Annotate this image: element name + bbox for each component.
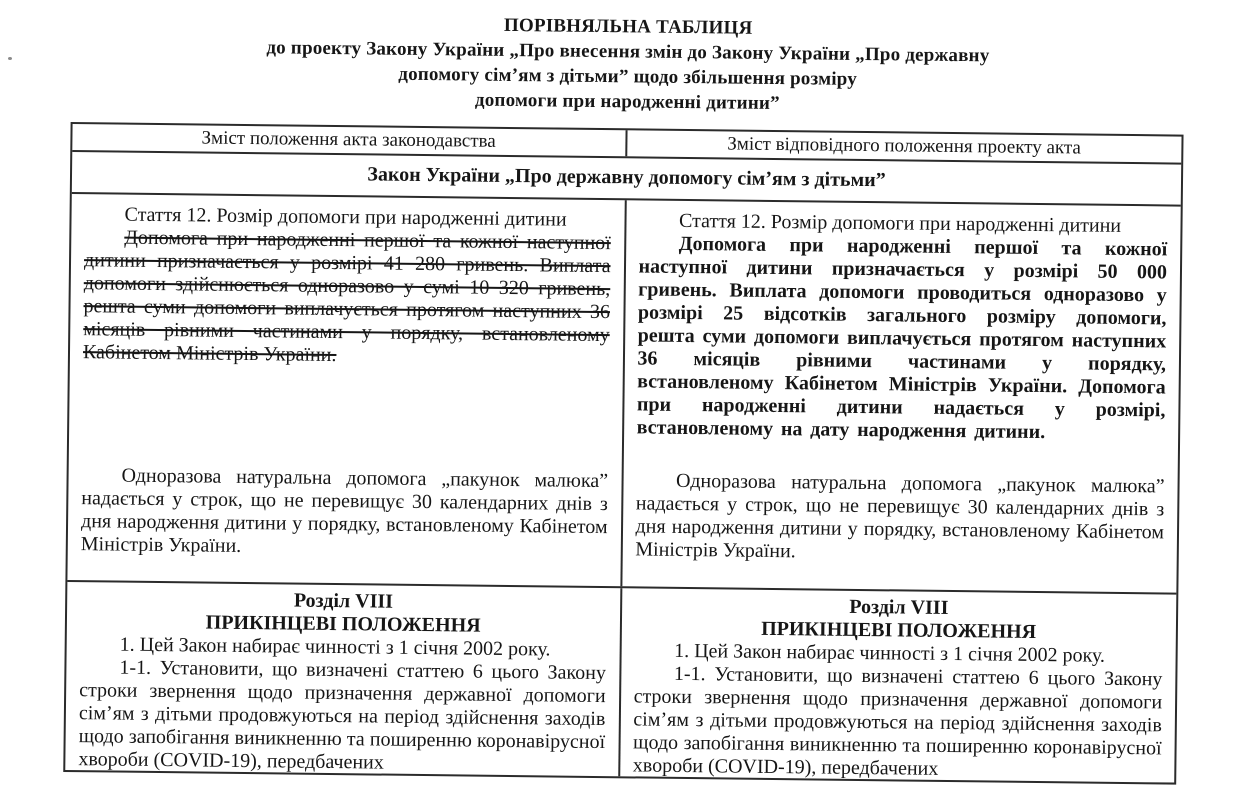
final-paragraph-1-1: 1-1. Установити, що визначені статтею 6 цього Закону строки звернення щодо призначення державної допомоги сім’ям з дітьми продовжуються на період здійснення заходів щодо запобігання виникненню та поширенню коронавірусної хвороби (COVID-19), передбачених bbox=[78, 656, 607, 774]
document-title bbox=[71, 8, 1185, 121]
section-number: Розділ VIII bbox=[849, 595, 949, 619]
comparison-table bbox=[63, 122, 1183, 785]
section-title: ПРИКІНЦЕВІ ПОЛОЖЕННЯ bbox=[205, 611, 481, 637]
article-12-old-text-struck: Допомога при народженні першої та кожної наступної дитини призначається у розмірі 41 280 гривень. Виплата допомоги здійснюється одноразово у сумі 10 320 гривень, решта суми допомоги виплачується протягом наступних 36 місяців рівними частинами у порядку, встановленому Кабінетом Міністрів України. bbox=[82, 226, 611, 367]
baby-package-paragraph: Одноразова натуральна допомога „пакунок малюка” надається у строк, що не перевищує 30 календарних днів з дня народження дитини у порядку, встановленому Кабінетом Міністрів України. bbox=[80, 464, 609, 557]
baby-package-paragraph: Одноразова натуральна допомога „пакунок малюка” надається у строк, що не перевищує 30 календарних днів з дня народження дитини у порядку, встановленому Кабінетом Міністрів України. bbox=[635, 469, 1165, 563]
header-cell-draft-law: Зміст відповідного положення проекту акта bbox=[727, 133, 1082, 159]
article-12-heading: Стаття 12. Розмір допомоги при народженні дитини bbox=[678, 209, 1122, 237]
title-line-4: допомоги при народженні дитини” bbox=[474, 89, 780, 115]
title-line-3: допомогу сім’ям з дітьми” щодо збільшення розміру bbox=[398, 63, 858, 90]
title-line-1: ПОРІВНЯЛЬНА ТАБЛИЦЯ bbox=[503, 14, 753, 39]
article-12-draft-cell bbox=[622, 200, 1181, 592]
law-name-cell: Закон України „Про державну допомогу сім’ям з дітьми” bbox=[367, 163, 886, 192]
final-provisions-current-cell bbox=[65, 582, 622, 776]
article-12-new-text-bold: Допомога при народженні першої та кожної наступної дитини призначається у розмірі 50 000 гривень. Виплата допомоги проводиться одноразово у розмірі 25 відсотків загального розміру допомоги, решта суми допомоги виплачується протягом наступних 36 місяців рівними частинами у порядку, встановленому Кабінетом Міністрів України. Допомога при народженні дитини надається у розмірі, встановленому на дату народження дитини. bbox=[636, 232, 1168, 444]
article-12-current-cell bbox=[67, 194, 626, 586]
final-provisions-draft-cell bbox=[620, 588, 1177, 782]
section-number: Розділ VIII bbox=[293, 589, 394, 613]
final-paragraph-1: 1. Цей Закон набирає чинності з 1 січня 2002 року. bbox=[674, 639, 1106, 667]
section-title: ПРИКІНЦЕВІ ПОЛОЖЕННЯ bbox=[761, 617, 1037, 643]
article-12-heading: Стаття 12. Розмір допомоги при народженні дитини bbox=[124, 203, 567, 231]
article-12-row bbox=[67, 192, 1180, 593]
header-cell-current-law: Зміст положення акта законодавства bbox=[72, 124, 627, 156]
title-line-2: до проекту Закону України „Про внесення змін до Закону України „Про державну bbox=[266, 37, 990, 67]
final-paragraph-1-1: 1-1. Установити, що визначені статтею 6 цього Закону строки звернення щодо призначення державної допомоги сім’ям з дітьми продовжуються на період здійснення заходів щодо запобігання виникненню та поширенню коронавірусної хвороби (COVID-19), передбачених bbox=[632, 662, 1163, 780]
final-provisions-row bbox=[65, 580, 1176, 783]
final-paragraph-1: 1. Цей Закон набирає чинності з 1 січня 2002 року. bbox=[119, 633, 551, 661]
